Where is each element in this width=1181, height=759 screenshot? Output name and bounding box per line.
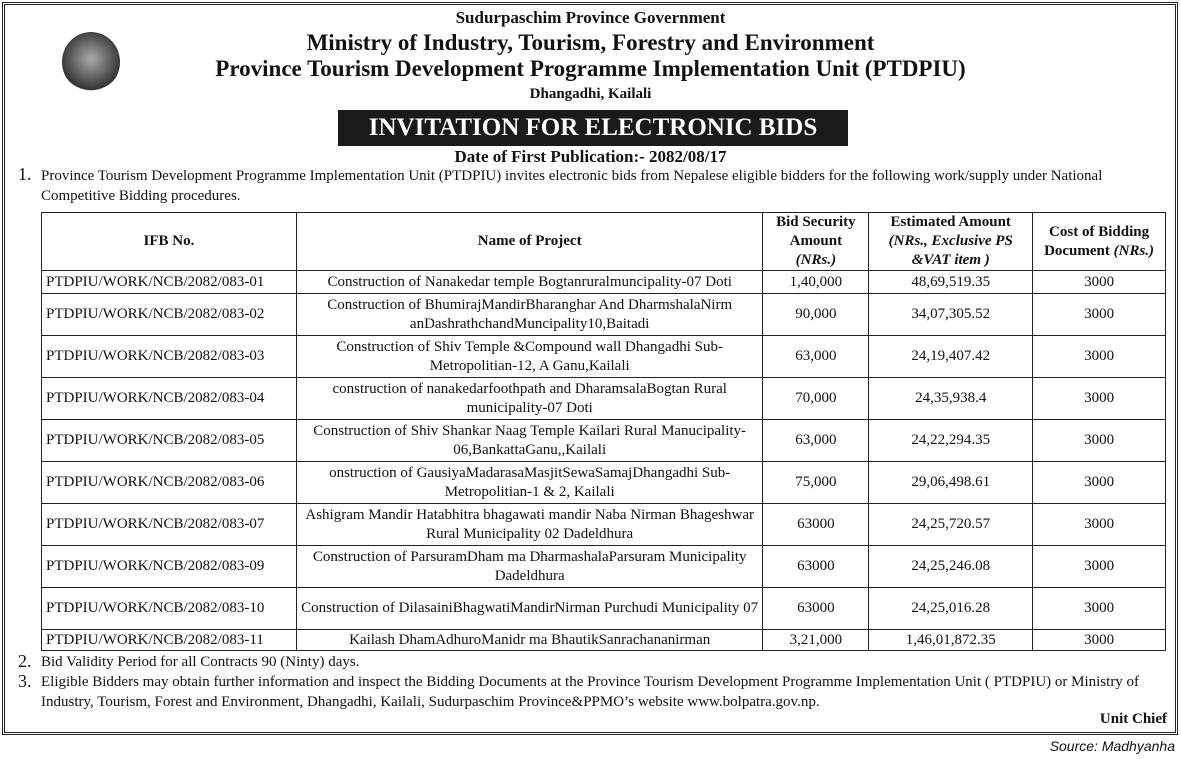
table-row — [42, 378, 1166, 420]
ifb-cell: PTDPIU/WORK/NCB/2082/083-05 — [42, 420, 297, 462]
cost-cell: 3000 — [1033, 378, 1166, 420]
table-row — [42, 546, 1166, 588]
header-project: Name of Project — [296, 213, 763, 271]
publication-date: Date of First Publication:- 2082/08/17 — [454, 147, 727, 166]
cost-cell: 3000 — [1033, 294, 1166, 336]
estimated-cell: 1,46,01,872.35 — [869, 630, 1033, 651]
security-cell: 1,40,000 — [763, 271, 869, 294]
header-ifb: IFB No. — [42, 213, 297, 271]
project-cell: Construction of DilasainiBhagwatiMandirNirman Purchudi Municipality 07 — [296, 588, 763, 630]
point-number: 3. — [18, 671, 32, 691]
security-cell: 63000 — [763, 504, 869, 546]
title-banner: INVITATION FOR ELECTRONIC BIDS — [338, 110, 848, 146]
ifb-cell: PTDPIU/WORK/NCB/2082/083-04 — [42, 378, 297, 420]
security-cell: 3,21,000 — [763, 630, 869, 651]
security-cell: 75,000 — [763, 462, 869, 504]
table-row — [42, 462, 1166, 504]
table-row — [42, 630, 1166, 651]
project-cell: Ashigram Mandir Hatabhitra bhagawati mandir Naba Nirman Bhageshwar Rural Municipality 02 Dadeldhura — [296, 504, 763, 546]
table-row — [42, 588, 1166, 630]
cost-cell: 3000 — [1033, 462, 1166, 504]
ifb-cell: PTDPIU/WORK/NCB/2082/083-03 — [42, 336, 297, 378]
table-row — [42, 336, 1166, 378]
security-cell: 63,000 — [763, 420, 869, 462]
table-row — [42, 504, 1166, 546]
cost-cell: 3000 — [1033, 504, 1166, 546]
header-cost: Cost of Bidding Document (NRs.) — [1033, 213, 1166, 271]
estimated-cell: 24,22,294.35 — [869, 420, 1033, 462]
table-row — [42, 294, 1166, 336]
cost-cell: 3000 — [1033, 420, 1166, 462]
government-name: Sudurpaschim Province Government — [455, 8, 726, 27]
table-row — [42, 420, 1166, 462]
source-credit: Source: Madhyanha — [1049, 738, 1175, 754]
project-cell: onstruction of GausiyaMadarasaMasjitSewaSamajDhangadhi Sub-Metropolitian-1 & 2, Kailali — [296, 462, 763, 504]
security-cell: 63000 — [763, 588, 869, 630]
location: Dhangadhi, Kailali — [529, 86, 652, 102]
ifb-cell: PTDPIU/WORK/NCB/2082/083-06 — [42, 462, 297, 504]
estimated-cell: 24,25,246.08 — [869, 546, 1033, 588]
cost-cell: 3000 — [1033, 630, 1166, 651]
cost-cell: 3000 — [1033, 588, 1166, 630]
ifb-cell: PTDPIU/WORK/NCB/2082/083-07 — [42, 504, 297, 546]
estimated-cell: 24,35,938.4 — [869, 378, 1033, 420]
ifb-cell: PTDPIU/WORK/NCB/2082/083-09 — [42, 546, 297, 588]
project-cell: Construction of Nanakedar temple Bogtanruralmuncipality-07 Doti — [296, 271, 763, 294]
project-cell: Construction of Shiv Temple &Compound wall Dhangadhi Sub-Metropolitian-12, A Ganu,Kailali — [296, 336, 763, 378]
ifb-cell: PTDPIU/WORK/NCB/2082/083-02 — [42, 294, 297, 336]
project-cell: Construction of BhumirajMandirBharanghar And DharmshalaNirm anDashrathchandMuncipality10,Baitadi — [296, 294, 763, 336]
project-cell: construction of nanakedarfoothpath and DharamsalaBogtan Rural municipality-07 Doti — [296, 378, 763, 420]
unit-name: Province Tourism Development Programme Implementation Unit (PTDPIU) — [215, 56, 966, 81]
cost-cell: 3000 — [1033, 336, 1166, 378]
bids-table — [41, 212, 1166, 651]
ifb-cell: PTDPIU/WORK/NCB/2082/083-11 — [42, 630, 297, 651]
estimated-cell: 24,19,407.42 — [869, 336, 1033, 378]
signature: Unit Chief — [1099, 711, 1167, 727]
ministry-name: Ministry of Industry, Tourism, Forestry and Environment — [306, 30, 875, 55]
estimated-cell: 34,07,305.52 — [869, 294, 1033, 336]
point-2-text: Bid Validity Period for all Contracts 90 (Ninty) days. — [41, 654, 360, 670]
security-cell: 90,000 — [763, 294, 869, 336]
estimated-cell: 48,69,519.35 — [869, 271, 1033, 294]
project-cell: Construction of Shiv Shankar Naag Temple Kailari Rural Manucipality-06,BankattaGanu,,Kailali — [296, 420, 763, 462]
cost-cell: 3000 — [1033, 546, 1166, 588]
point-number: 1. — [18, 164, 32, 184]
estimated-cell: 24,25,016.28 — [869, 588, 1033, 630]
cost-cell: 3000 — [1033, 271, 1166, 294]
point-1-text: Province Tourism Development Programme Implementation Unit (PTDPIU) invites electronic bids from Nepalese eligible bidders for the following work/supply under National Competitive Bidding procedures. — [41, 168, 1103, 204]
ifb-cell: PTDPIU/WORK/NCB/2082/083-10 — [42, 588, 297, 630]
point-number: 2. — [18, 651, 32, 671]
point-3-text: Eligible Bidders may obtain further information and inspect the Bidding Documents at the Province Tourism Development Programme Implementation Unit ( PTDPIU) or Ministry of Industry, Tourism, Forest and Environment, Dhangadhi, Kailali, Sudurpaschim Province&PPMO’s website www.bolpatra.gov.np. — [41, 674, 1140, 710]
ifb-cell: PTDPIU/WORK/NCB/2082/083-01 — [42, 271, 297, 294]
estimated-cell: 29,06,498.61 — [869, 462, 1033, 504]
security-cell: 70,000 — [763, 378, 869, 420]
header-security: Bid Security Amount (NRs.) — [763, 213, 869, 271]
table-row — [42, 271, 1166, 294]
estimated-cell: 24,25,720.57 — [869, 504, 1033, 546]
project-cell: Kailash DhamAdhuroManidr ma BhautikSanrachananirman — [296, 630, 763, 651]
security-cell: 63,000 — [763, 336, 869, 378]
security-cell: 63000 — [763, 546, 869, 588]
project-cell: Construction of ParsuramDham ma DharmashalaParsuram Municipality Dadeldhura — [296, 546, 763, 588]
header-estimated: Estimated Amount (NRs., Exclusive PS &VAT item ) — [869, 213, 1033, 271]
